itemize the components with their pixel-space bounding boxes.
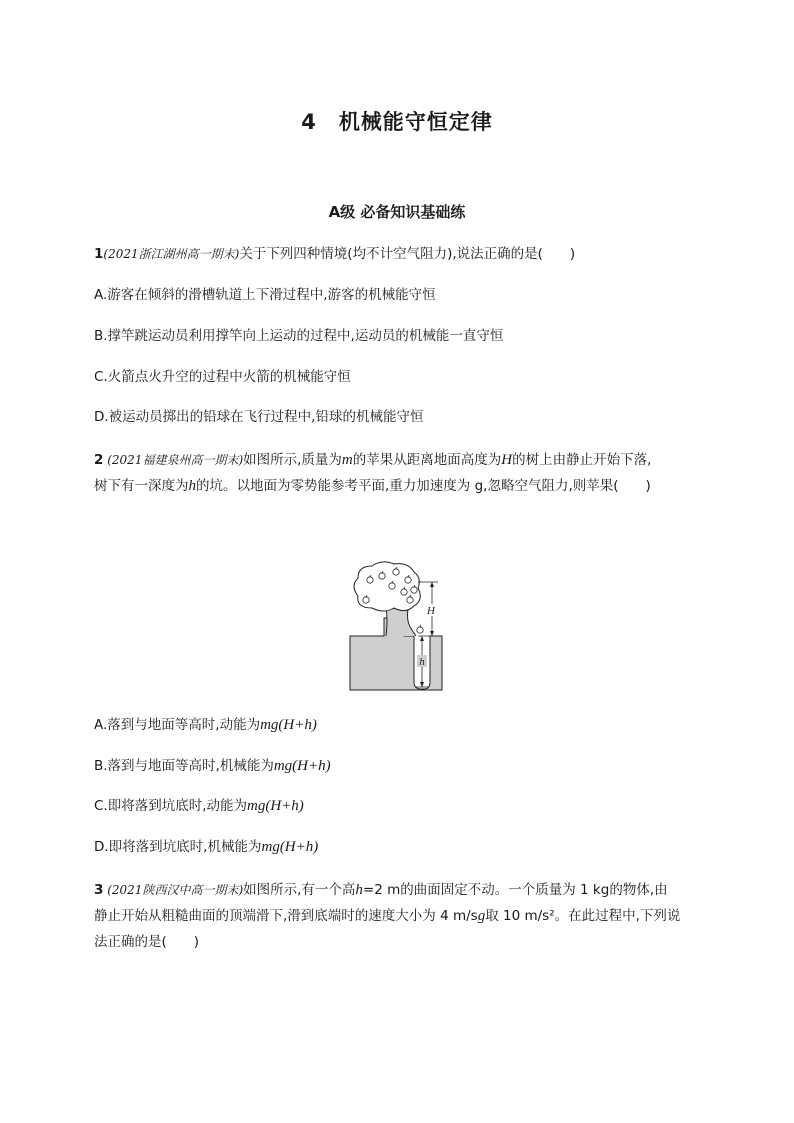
question-text: 关于下列四种情境(均不计空气阻力),说法正确的是( ) — [239, 246, 576, 262]
q3-text: 如图所示,有一个高 — [243, 882, 356, 898]
question-3-stem-line-2 — [94, 906, 680, 926]
figure-label-H: H — [427, 605, 435, 617]
question-number: 3 — [94, 882, 104, 898]
question-2-stem-line-1 — [94, 450, 651, 470]
section-heading: A级 必备知识基础练 — [328, 203, 466, 221]
question-source: (2021福建泉州高一期末) — [103, 453, 244, 467]
q2-option-c — [94, 796, 304, 816]
var-m: m — [341, 452, 353, 468]
q3-text: =2 m的曲面固定不动。一个质量为 1 kg的物体,由 — [362, 882, 668, 898]
q2-option-b — [94, 756, 331, 776]
option-expr: mg(H+h) — [273, 758, 331, 774]
question-3-stem-line-1 — [94, 880, 668, 900]
option-text: C.即将落到坑底时,动能为 — [94, 798, 248, 814]
q1-option-a: A.游客在倾斜的滑槽轨道上下滑过程中,游客的机械能守恒 — [94, 287, 436, 303]
question-1-stem — [94, 244, 575, 264]
question-2-stem-line-2 — [94, 476, 651, 496]
q1-option-b: B.撑竿跳运动员利用撑竿向上运动的过程中,运动员的机械能一直守恒 — [94, 328, 504, 344]
q2-text: 的苹果从距离地面高度为 — [352, 452, 502, 468]
tree-canopy — [354, 562, 420, 611]
title-text: 机械能守恒定律 — [338, 110, 493, 134]
option-expr: mg(H+h) — [247, 798, 304, 814]
q2-text: 的树上由静止开始下落, — [512, 452, 652, 468]
question-source: (2021陕西汉中高一期末) — [103, 883, 244, 897]
option-text: A.落到与地面等高时,动能为 — [94, 717, 261, 733]
q3-text: 静止开始从粗糙曲面的顶端滑下,滑到底端时的速度大小为 4 m/s — [94, 908, 478, 924]
apple-tree-figure — [346, 560, 446, 692]
var-g: g — [477, 908, 486, 924]
option-text: D.即将落到坑底时,机械能为 — [94, 839, 262, 855]
q2-option-d — [94, 837, 318, 857]
q2-text: 的坑。以地面为零势能参考平面,重力加速度为 g,忽略空气阻力,则苹果( ) — [196, 478, 651, 494]
var-h: h — [355, 882, 363, 898]
q3-text: 取 10 m/s²。在此过程中,下列说 — [485, 908, 681, 924]
question-number: 2 — [94, 452, 104, 468]
var-H: H — [501, 452, 513, 468]
title-number: 4 — [301, 110, 317, 134]
var-h: h — [188, 478, 196, 494]
q2-text: 如图所示,质量为 — [243, 452, 342, 468]
page-title — [0, 106, 794, 136]
question-3-stem-line-3: 法正确的是( ) — [94, 934, 200, 950]
q1-option-c: C.火箭点火升空的过程中火箭的机械能守恒 — [94, 369, 351, 385]
option-text: B.落到与地面等高时,机械能为 — [94, 758, 274, 774]
q2-text: 树下有一深度为 — [94, 478, 189, 494]
q2-option-a — [94, 715, 317, 735]
figure-label-h: h — [419, 656, 425, 668]
option-expr: mg(H+h) — [260, 717, 317, 733]
question-number: 1 — [94, 246, 104, 262]
question-source: (2021浙江湖州高一期末) — [103, 247, 240, 261]
q1-option-d: D.被运动员掷出的铅球在飞行过程中,铅球的机械能守恒 — [94, 409, 424, 425]
option-expr: mg(H+h) — [261, 839, 319, 855]
